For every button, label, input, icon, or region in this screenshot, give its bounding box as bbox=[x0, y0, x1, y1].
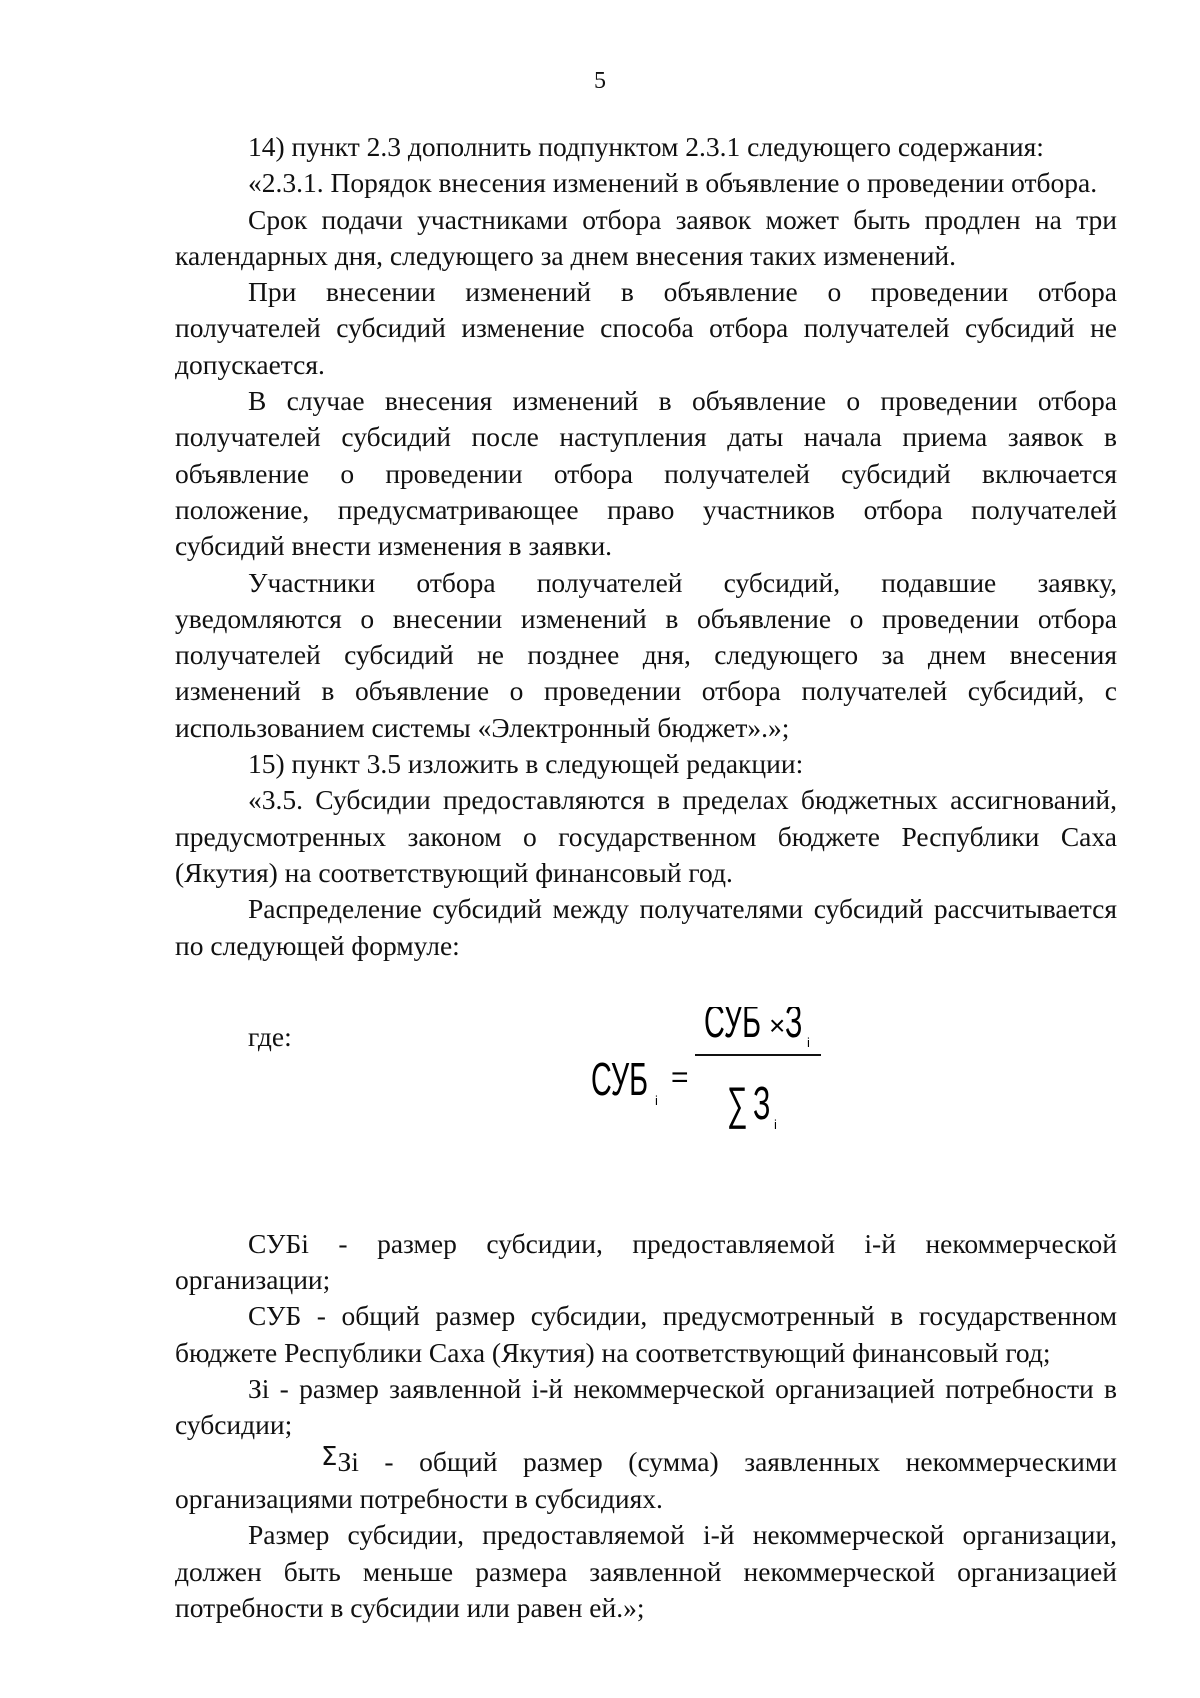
paragraph-participants-notice: Участники отбора получателей субсидий, подавшие заявку, уведомляются о внесении изменений в объявление о проведении отбора получателей субсидий не позднее дня, следующего за днем внесения изменений в объявление о проведении отбора получателей субсидий, с использованием системы «Электронный бюджет».»; bbox=[175, 566, 1117, 743]
formula-times: × bbox=[769, 1009, 786, 1041]
paragraph-clause-2-3-1-title: «2.3.1. Порядок внесения изменений в объявление о проведении отбора. bbox=[248, 167, 1098, 199]
paragraph-subsidy-limit: Размер субсидии, предоставляемой i-й некоммерческой организации, должен быть меньше размера заявленной некоммерческой организацией потребности в субсидии или равен ей.»; bbox=[175, 1519, 1117, 1623]
definition-z-i: Зi - размер заявленной i-й некоммерческой организацией потребности в субсидии; bbox=[175, 1373, 1117, 1441]
formula-sum-sign: ∑ bbox=[727, 1078, 748, 1130]
definition-sub-i: СУБi - размер субсидии, предоставляемой i-й некоммерческой организации; bbox=[175, 1227, 1117, 1296]
formula-numerator-subscript: i bbox=[807, 1034, 810, 1050]
sum-symbol: Σ bbox=[321, 1441, 338, 1472]
formula-equals: = bbox=[671, 1060, 689, 1094]
formula-denominator-subscript: i bbox=[774, 1116, 777, 1132]
formula-row bbox=[175, 964, 1117, 1226]
formula-denominator-z: З bbox=[753, 1078, 771, 1130]
formula-lhs-subscript: i bbox=[655, 1092, 658, 1108]
paragraph-clause-3-5: «3.5. Субсидии предоставляются в пределах бюджетных ассигнований, предусмотренных законом о государственном бюджете Республики Саха (Якутия) на соответствующий финансовый год. bbox=[175, 784, 1117, 888]
formula-graphic bbox=[591, 1007, 921, 1147]
paragraph-method-change: При внесении изменений в объявление о проведении отбора получателей субсидий изменение способа отбора получателей субсидий не допускается. bbox=[175, 276, 1117, 380]
paragraph-deadline-extension: Срок подачи участниками отбора заявок может быть продлен на три календарных дня, следующего за днем внесения таких изменений. bbox=[175, 203, 1117, 271]
definition-sum-z: ΣЗi - общий размер (сумма) заявленных некоммерческими организациями потребности в субсидиях. bbox=[175, 1444, 1117, 1518]
subsidy-formula bbox=[591, 1007, 921, 1147]
formula-numerator-z: З bbox=[785, 1006, 803, 1048]
document-body bbox=[175, 129, 1117, 1626]
paragraph-item-15: 15) пункт 3.5 изложить в следующей редакции: bbox=[248, 748, 804, 780]
paragraph-item-14: 14) пункт 2.3 дополнить подпунктом 2.3.1 следующего содержания: bbox=[248, 131, 1044, 162]
where-label: где: bbox=[248, 1020, 292, 1052]
paragraph-changes-after-start: В случае внесения изменений в объявление о проведении отбора получателей субсидий после наступления даты начала приема заявок в объявление о проведении отбора получателей субсидий включается положение, предусматривающее право участников отбора получателей субсидий внести изменения в заявки. bbox=[175, 385, 1117, 562]
page-number: 5 bbox=[594, 68, 606, 94]
definition-sub-total: СУБ - общий размер субсидии, предусмотренный в государственном бюджете Республики Саха (Якутия) на соответствующий финансовый год; bbox=[175, 1300, 1117, 1368]
paragraph-distribution-formula-intro: Распределение субсидий между получателями субсидий рассчитывается по следующей формуле: bbox=[175, 893, 1117, 961]
formula-numerator-sub: СУБ bbox=[704, 1006, 762, 1048]
formula-lhs: СУБ bbox=[591, 1054, 649, 1106]
